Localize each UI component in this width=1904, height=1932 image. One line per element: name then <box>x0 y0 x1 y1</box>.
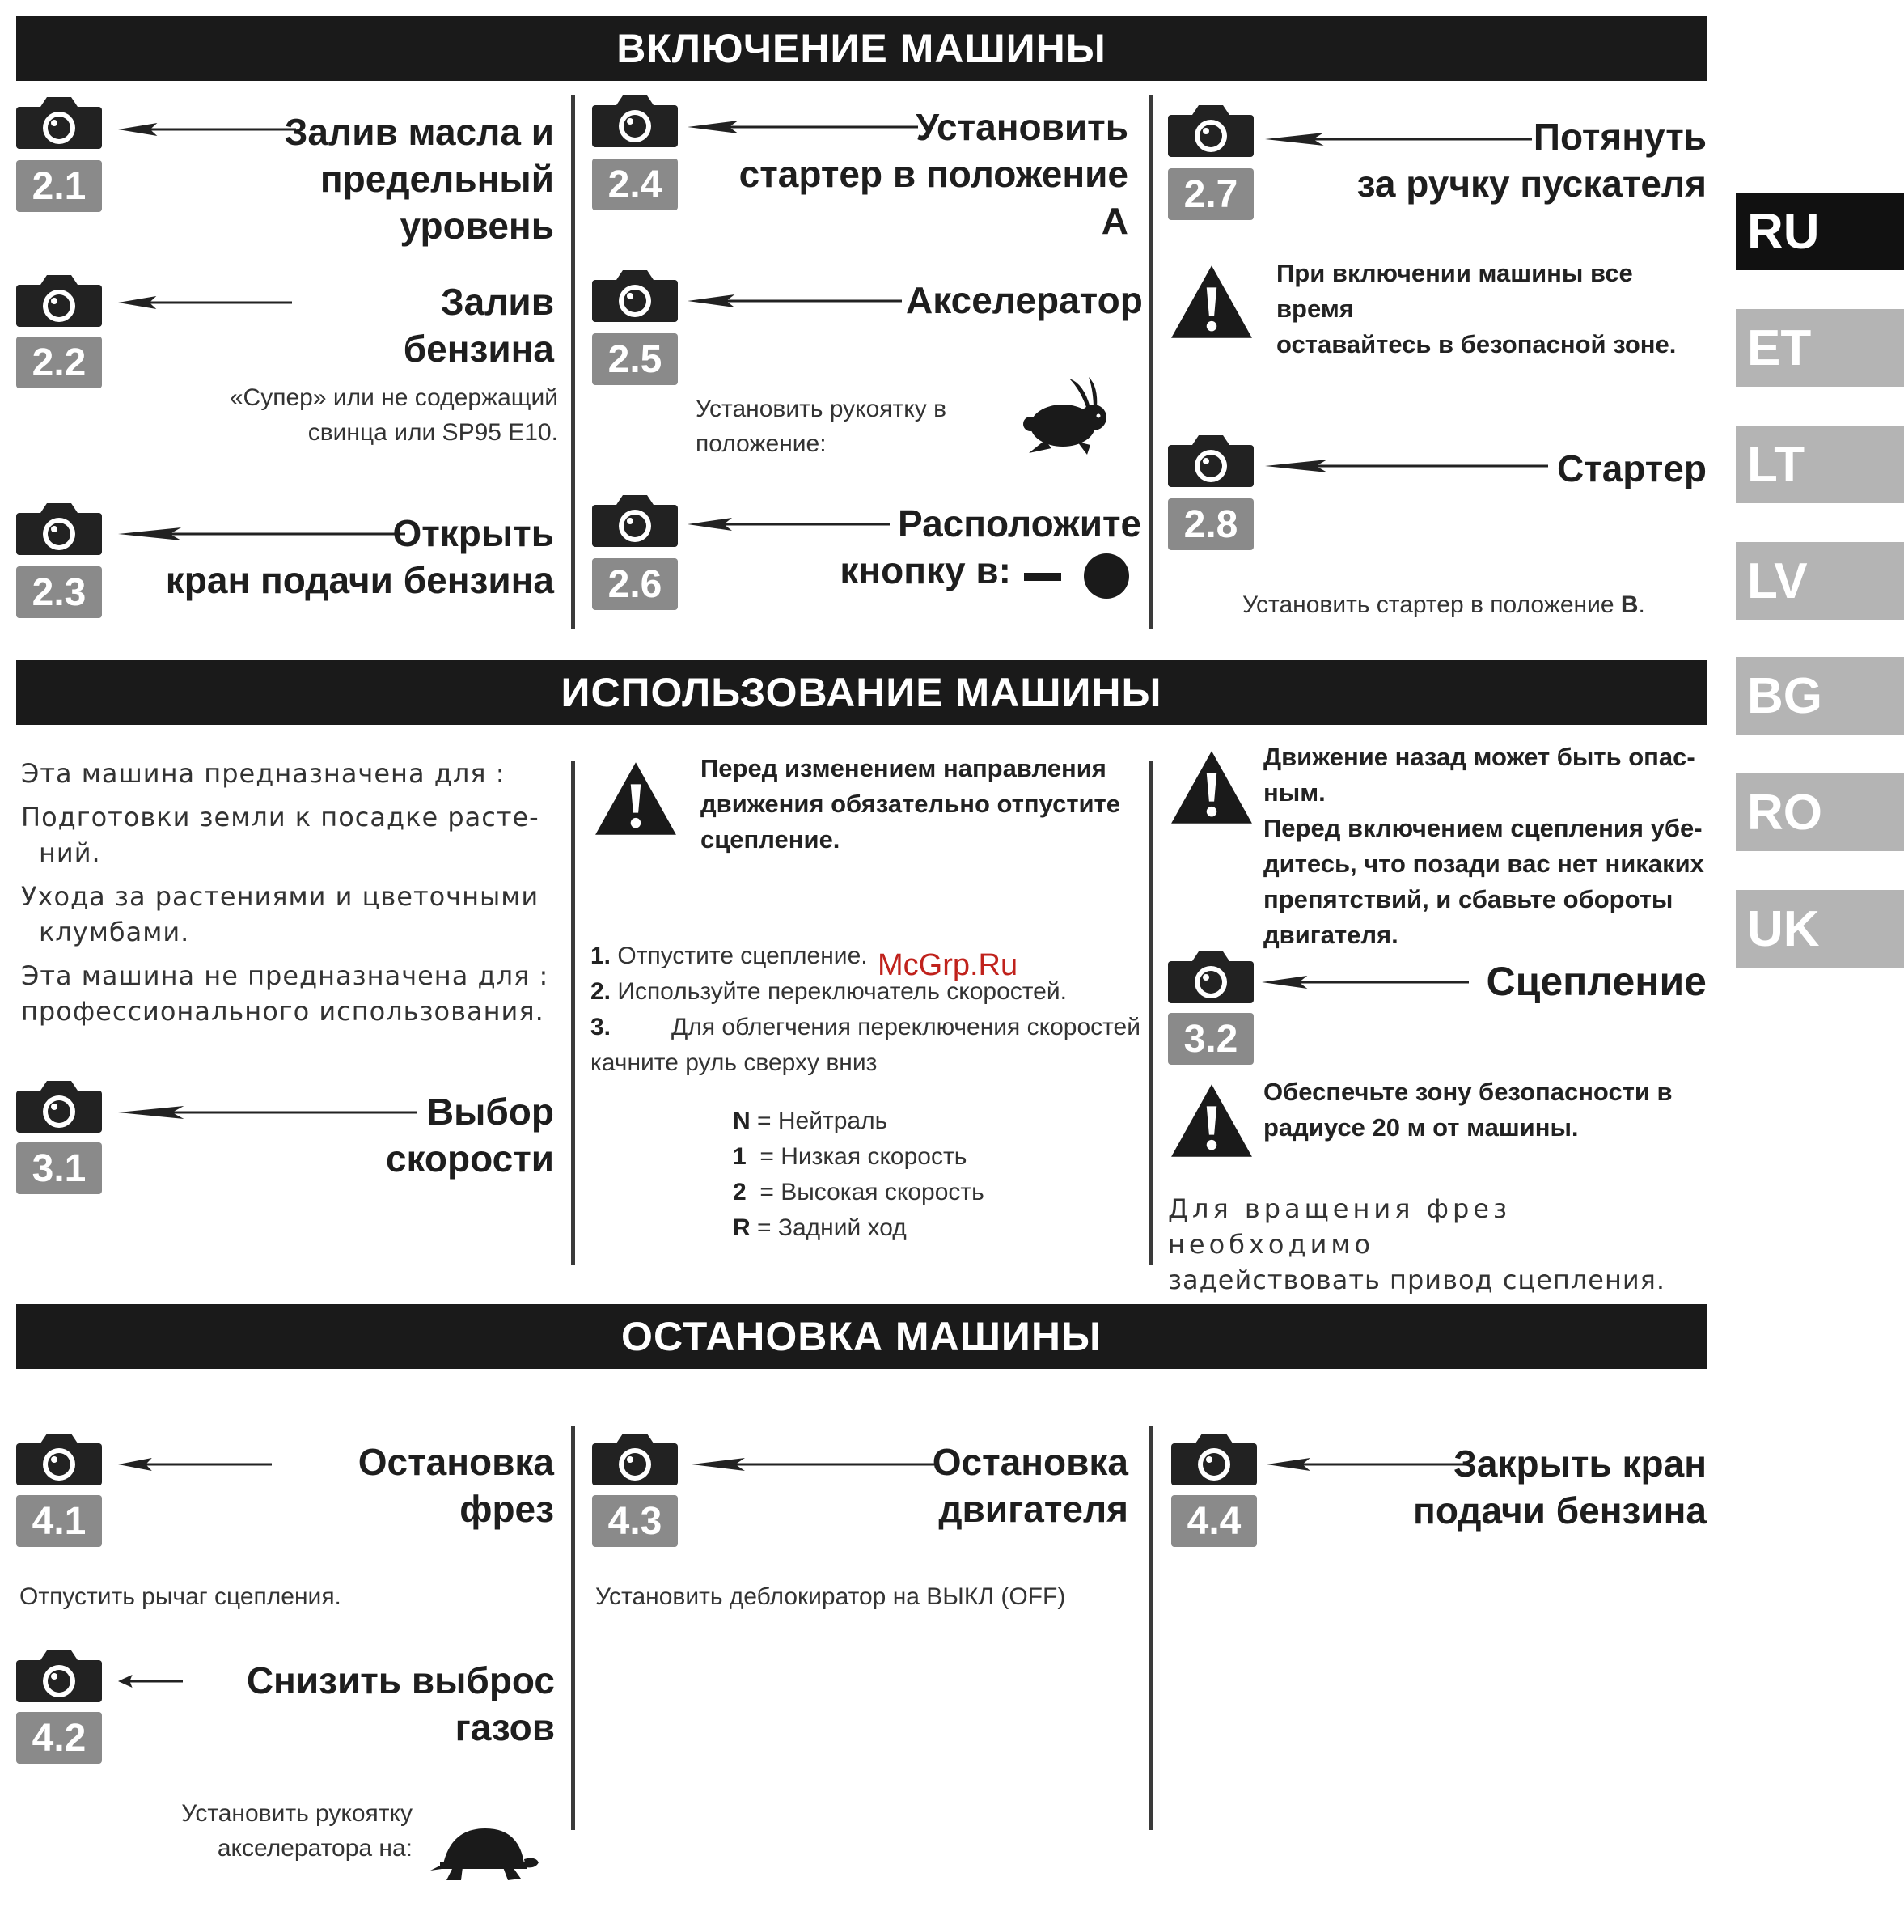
step-label: Потянуть за ручку пускателя <box>1356 116 1707 205</box>
step-number: 4.1 <box>16 1495 102 1547</box>
step-number: 2.4 <box>592 159 678 210</box>
section-title-start: ВКЛЮЧЕНИЕ МАШИНЫ <box>16 16 1707 81</box>
turtle-icon <box>429 1820 542 1885</box>
column-divider <box>571 761 575 1265</box>
choke-button-icon <box>1021 552 1134 600</box>
step-label: кнопку в: <box>840 549 1011 591</box>
step-number: 2.1 <box>16 160 102 212</box>
warning-text: При включении машины все время оставайтесь в безопасной зоне. <box>1276 259 1677 358</box>
section-title-use: ИСПОЛЬЗОВАНИЕ МАШИНЫ <box>16 660 1707 725</box>
warning-icon <box>594 761 678 837</box>
step-note: «Супер» или не содержащий свинца или SP95 E10. <box>229 384 558 446</box>
warning-icon <box>1170 749 1254 825</box>
camera-icon <box>592 270 678 322</box>
intended-use-text: Эта машина предназначена для : Подготовки земли к посадке расте- ний. Ухода за растениями и цветочными клумбами. Эта машина не предназначена для : профессионального использования. <box>21 758 549 1027</box>
arrow-left-icon <box>1265 458 1548 474</box>
watermark: McGrp.Ru <box>878 948 1018 982</box>
step-number: 3.1 <box>16 1142 102 1194</box>
arrow-left-icon <box>118 1456 272 1472</box>
warning-icon <box>1170 1083 1254 1159</box>
section-title-stop: ОСТАНОВКА МАШИНЫ <box>16 1304 1707 1369</box>
warning-icon <box>1170 264 1254 340</box>
step-label: Залив бензина <box>403 281 554 370</box>
arrow-left-icon <box>118 294 292 311</box>
column-divider <box>571 1426 575 1830</box>
camera-icon <box>16 1081 102 1133</box>
step-label: Снизить выброс газов <box>246 1659 555 1748</box>
step-number: 2.3 <box>16 566 102 618</box>
step-note: Установить рукоятку в положение: <box>696 396 947 457</box>
language-tab-bg[interactable]: BG <box>1736 657 1904 735</box>
step-note: Установить стартер в положение B. <box>1242 591 1645 618</box>
camera-icon <box>592 95 678 147</box>
camera-icon <box>1168 435 1254 487</box>
step-label: Остановка фрез <box>358 1441 554 1530</box>
clutch-text: Для вращения фрез необходимо задействовать привод сцепления. <box>1168 1193 1666 1295</box>
step-label: Открыть кран подачи бензина <box>165 512 554 601</box>
step-label: Залив масла и предельный уровень <box>284 111 554 247</box>
step-label: Стартер <box>1556 447 1707 489</box>
column-divider <box>1149 95 1153 629</box>
language-tab-ru[interactable]: RU <box>1736 193 1904 270</box>
step-label: Выбор скорости <box>385 1091 554 1180</box>
step-number: 2.8 <box>1168 498 1254 550</box>
step-number: 2.2 <box>16 337 102 388</box>
camera-icon <box>16 1434 102 1485</box>
arrow-left-icon <box>688 516 890 532</box>
gear-legend: N = Нейтраль 1 = Низкая скорость 2 = Высокая скорость R = Задний ход <box>733 1108 984 1241</box>
step-number: 2.7 <box>1168 168 1254 220</box>
step-label: Закрыть кран подачи бензина <box>1413 1443 1707 1532</box>
camera-icon <box>592 1434 678 1485</box>
language-tab-uk[interactable]: UK <box>1736 890 1904 968</box>
step-label: Остановка двигателя <box>932 1441 1128 1530</box>
step-number: 3.2 <box>1168 1013 1254 1065</box>
step-label: Установить стартер в положение А <box>738 106 1128 242</box>
step-label: Расположите <box>898 502 1142 544</box>
warning-text: Обеспечьте зону безопасности в радиусе 20 м от машины. <box>1263 1078 1673 1142</box>
column-divider <box>1149 1426 1153 1830</box>
step-note: Установить рукоятку акселератора на: <box>181 1800 413 1862</box>
camera-icon <box>16 275 102 327</box>
arrow-left-icon <box>688 293 902 309</box>
arrow-left-icon <box>1262 974 1469 990</box>
step-number: 2.6 <box>592 558 678 610</box>
arrow-left-icon <box>118 1673 183 1689</box>
rabbit-icon <box>1013 375 1110 456</box>
language-tab-lv[interactable]: LV <box>1736 542 1904 620</box>
camera-icon <box>16 503 102 555</box>
camera-icon <box>592 495 678 547</box>
language-tab-et[interactable]: ET <box>1736 309 1904 387</box>
step-label: Сцепление <box>1486 959 1707 1004</box>
step-number: 4.3 <box>592 1495 678 1547</box>
language-tab-lt[interactable]: LT <box>1736 426 1904 503</box>
column-divider <box>1149 761 1153 1265</box>
camera-icon <box>1168 105 1254 157</box>
step-number: 4.4 <box>1171 1495 1257 1547</box>
camera-icon <box>1171 1434 1257 1485</box>
step-number: 2.5 <box>592 333 678 385</box>
language-tab-ro[interactable]: RO <box>1736 773 1904 851</box>
camera-icon <box>16 1650 102 1702</box>
warning-text: Движение назад может быть опас- ным. Перед включением сцепления убе- дитесь, что позади вас нет никаких препятствий, и сбавьте обороты двигателя. <box>1263 743 1704 949</box>
step-label: Акселератор <box>906 279 1143 321</box>
warning-text: Перед изменением направления движения обязательно отпустите сцепление. <box>700 754 1120 854</box>
column-divider <box>571 95 575 629</box>
gear-change-steps: 1. Отпустите сцепление. 2. Используйте переключатель скоростей. 3. Для облегчения переключения скоростей качните руль сверху вниз <box>590 943 1140 1076</box>
step-number: 4.2 <box>16 1712 102 1764</box>
camera-icon <box>1168 951 1254 1003</box>
camera-icon <box>16 97 102 149</box>
step-note: Установить деблокиратор на ВЫКЛ (OFF) <box>595 1583 1066 1610</box>
step-note: Отпустить рычаг сцепления. <box>19 1583 341 1610</box>
